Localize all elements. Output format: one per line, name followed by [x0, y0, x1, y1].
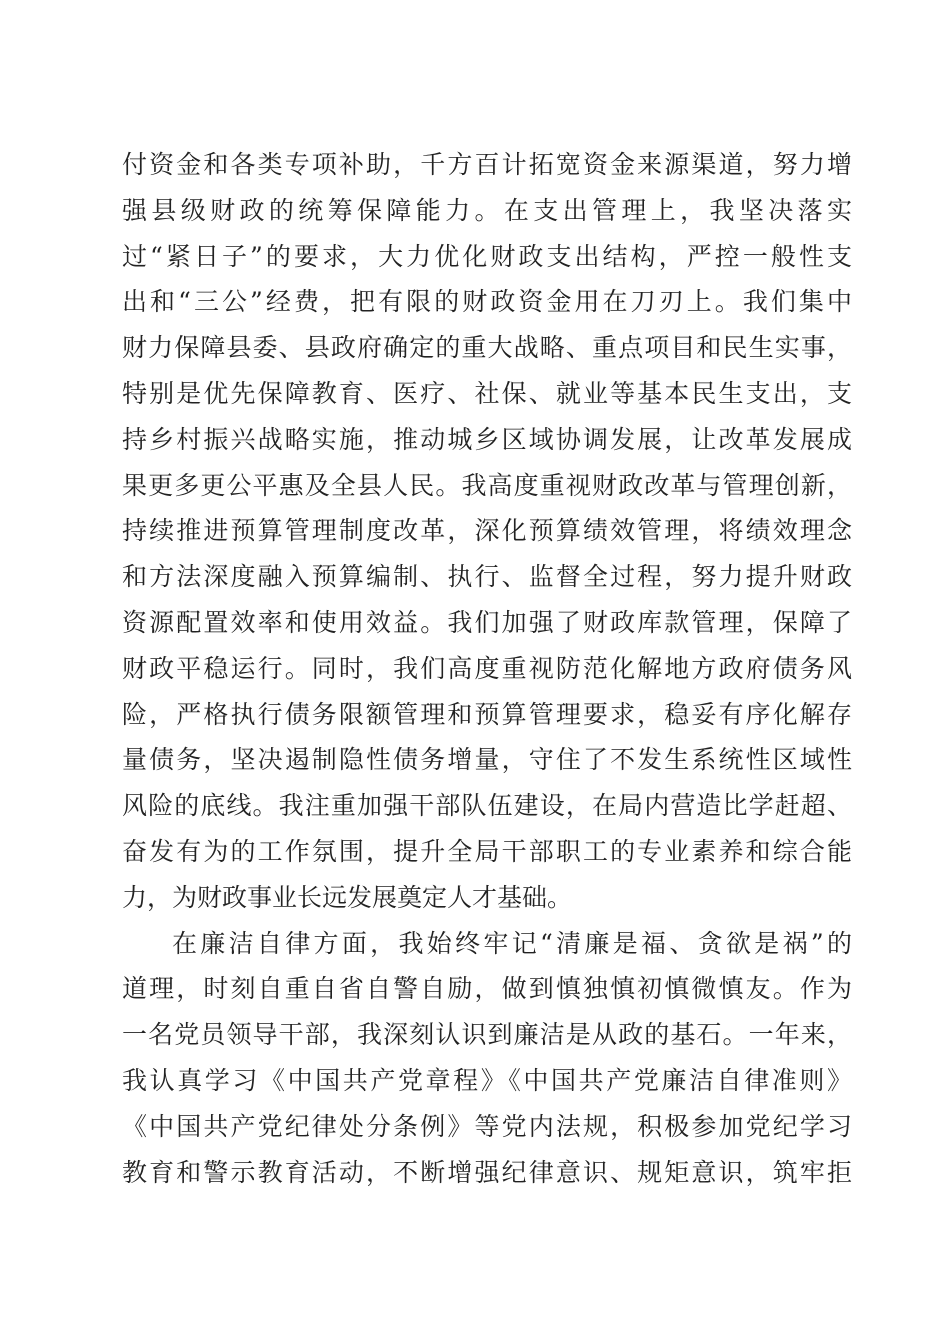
text-line: 风险的底线。我注重加强干部队伍建设，在局内营造比学赶超、 — [122, 791, 852, 821]
text-line: 果更多更公平惠及全县人民。我高度重视财政改革与管理创新， — [122, 470, 852, 500]
text-line: 一名党员领导干部，我深刻认识到廉洁是从政的基石。一年来， — [122, 1020, 852, 1050]
text-line: 和方法深度融入预算编制、执行、监督全过程，努力提升财政 — [122, 562, 852, 592]
text-line: 资源配置效率和使用效益。我们加强了财政库款管理，保障了 — [122, 607, 852, 637]
text-line: 持乡村振兴战略实施，推动城乡区域协调发展，让改革发展成 — [122, 424, 852, 454]
text-line: 我认真学习《中国共产党章程》《中国共产党廉洁自律准则》 — [122, 1065, 852, 1095]
text-line: 财力保障县委、县政府确定的重大战略、重点项目和民生实事， — [122, 333, 852, 363]
paragraph-end-line: 力，为财政事业长远发展奠定人才基础。 — [122, 882, 573, 912]
body-text — [122, 142, 852, 1195]
text-line: 持续推进预算管理制度改革，深化预算绩效管理，将绩效理念 — [122, 516, 852, 546]
paragraph-start-line: 在廉洁自律方面，我始终牢记“清廉是福、贪欲是祸”的 — [172, 928, 852, 958]
text-line: 量债务，坚决遏制隐性债务增量，守住了不发生系统性区域性 — [122, 745, 852, 775]
text-line: 财政平稳运行。同时，我们高度重视防范化解地方政府债务风 — [122, 653, 852, 683]
text-line: 强县级财政的统筹保障能力。在支出管理上，我坚决落实 — [122, 195, 852, 225]
text-line: 教育和警示教育活动，不断增强纪律意识、规矩意识，筑牢拒 — [122, 1157, 852, 1187]
text-line: 险，严格执行债务限额管理和预算管理要求，稳妥有序化解存 — [122, 699, 852, 729]
text-line: 付资金和各类专项补助，千方百计拓宽资金来源渠道，努力增 — [122, 150, 852, 179]
text-line: 道理，时刻自重自省自警自励，做到慎独慎初慎微慎友。作为 — [122, 974, 852, 1004]
text-line: 《中国共产党纪律处分条例》等党内法规，积极参加党纪学习 — [122, 1111, 852, 1141]
text-line: 特别是优先保障教育、医疗、社保、就业等基本民生支出，支 — [122, 378, 852, 408]
text-line: 出和“三公”经费，把有限的财政资金用在刀刃上。我们集中 — [122, 287, 852, 317]
text-line: 过“紧日子”的要求，大力优化财政支出结构，严控一般性支 — [122, 241, 852, 271]
text-line: 奋发有为的工作氛围，提升全局干部职工的专业素养和综合能 — [122, 836, 852, 866]
